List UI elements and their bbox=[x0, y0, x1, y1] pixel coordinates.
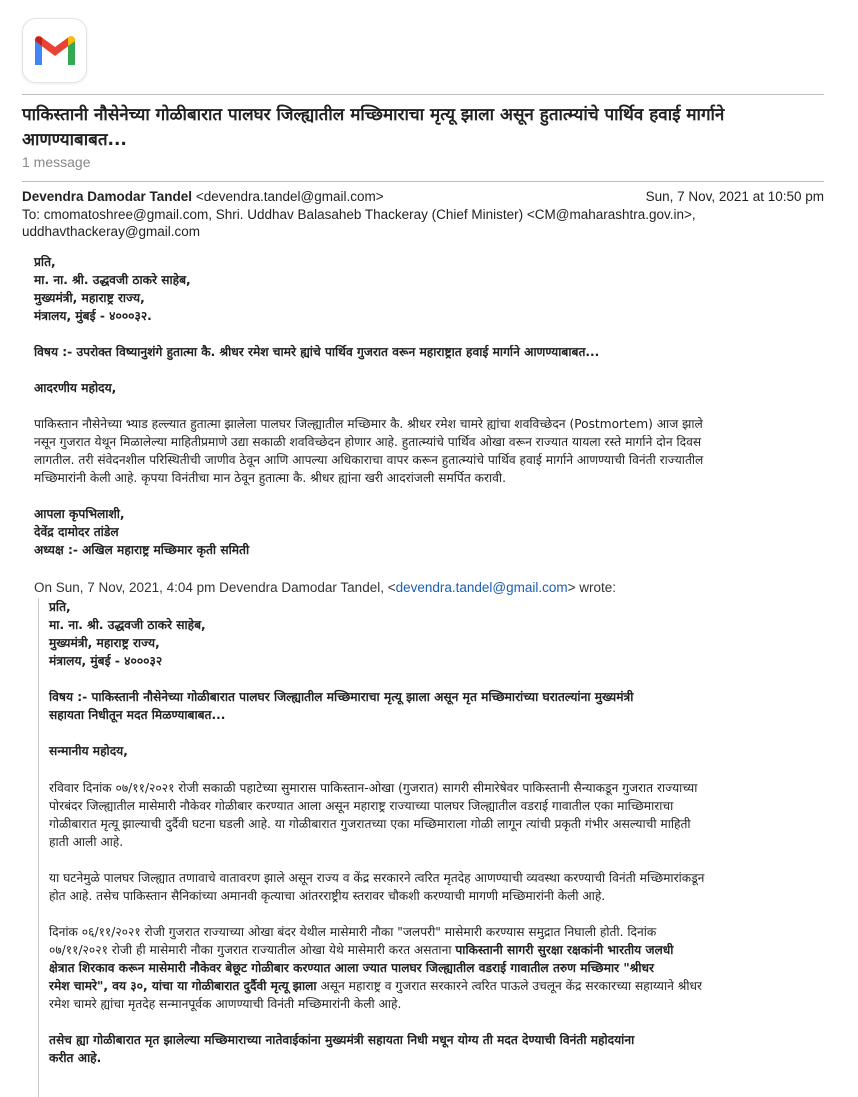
paragraph-line: दिनांक ०६/११/२०२१ रोजी गुजरात राज्याच्या ओखा बंदर येथील मासेमारी नौका "जलपरी" मासेमारी करण्यास समुद्रात निघाली होती. दिनांक bbox=[49, 925, 657, 939]
address-line: प्रति, bbox=[34, 255, 56, 269]
paragraph-line: हाती आली आहे. bbox=[49, 835, 124, 849]
paragraph-line: मच्छिमारांनी केली आहे. कृपया विनंतीचा मान ठेवून हुतात्मा कै. श्रीधर ह्यांना खरी आदरांजली समर्पित करावी. bbox=[34, 471, 506, 485]
recipients-line-1: To: cmomatoshree@gmail.com, Shri. Uddhav Balasaheb Thackeray (Chief Minister) <CM@maharashtra.gov.in>, bbox=[22, 207, 696, 222]
signature-line: आपला कृपभिलाशी, bbox=[34, 507, 125, 521]
email-body bbox=[34, 253, 814, 559]
paragraph-line: रविवार दिनांक ०७/११/२०२१ रोजी सकाळी पहाटेच्या सुमारास पाकिस्तान-ओखा (गुजरात) सागरी सीमारेषेवर पाकिस्तानी सैन्याकडून गुजरात राज्याच्या bbox=[49, 781, 698, 795]
quoted-email-link[interactable]: devendra.tandel@gmail.com bbox=[395, 580, 568, 595]
address-line: मुख्यमंत्री, महाराष्ट्र राज्य, bbox=[34, 291, 145, 305]
email-subject: पाकिस्तानी नौसेनेच्या गोळीबारात पालघर जिल्ह्यातील मच्छिमाराचा मृत्यू झाला असून हुतात्म्यांचे पार्थिव हवाई मार्गाने आणण्याबाबत... bbox=[22, 105, 725, 150]
email-date: Sun, 7 Nov, 2021 at 10:50 pm bbox=[645, 189, 824, 204]
top-divider bbox=[22, 94, 824, 95]
address-line: मा. ना. श्री. उद्धवजी ठाकरे साहेब, bbox=[49, 618, 206, 632]
quoted-message bbox=[38, 598, 823, 1097]
sender-email[interactable]: <devendra.tandel@gmail.com> bbox=[195, 189, 384, 204]
paragraph-line: तसेच ह्या गोळीबारात मृत झालेल्या मच्छिमाराच्या नातेवाईकांना मुख्यमंत्री सहायता निधी मधून योग्य ती मदत देण्याची विनंती महोदयांना bbox=[49, 1033, 635, 1047]
paragraph-line: लागतील. तरी संवेदनशील परिस्थितीची जाणीव ठेवून आणि आपल्या अधिकाराचा वापर करून हुतात्म्यांचे पार्थिव हवाई मार्गाने आणण्याची विनंती राज्यातील bbox=[34, 453, 704, 467]
paragraph-line: पाकिस्तान नौसेनेच्या भ्याड हल्ल्यात हुतात्मा झालेला पालघर जिल्ह्यातील मच्छिमार कै. श्रीधर रमेश चामरे ह्यांचा शवविच्छेदन (Postmortem) आज झाले bbox=[34, 417, 703, 431]
header-divider bbox=[22, 181, 824, 182]
email-header bbox=[22, 188, 824, 240]
address-line: मुख्यमंत्री, महाराष्ट्र राज्य, bbox=[49, 636, 160, 650]
message-count: 1 message bbox=[22, 154, 91, 170]
paragraph-line: ०७/११/२०२१ रोजी ही मासेमारी नौका गुजरात राज्यातील ओखा येथे मासेमारी करत असताना पाकिस्तानी सागरी सुरक्षा रक्षकांनी भारतीय जलधी bbox=[49, 943, 674, 957]
paragraph-line: पोरबंदर जिल्ह्यातील मासेमारी नौकेवर गोळीबार करण्यात आला असून महाराष्ट्र राज्याच्या पालघर जिल्ह्यातील वडराई गावातील एका माच्छिमाराचा bbox=[49, 799, 674, 813]
paragraph-line: या घटनेमुळे पालघर जिल्ह्यात तणावाचे वातावरण झाले असून राज्य व केंद्र सरकारने त्वरित मृतदेह आणण्याची व्यवस्था करण्याची विनंती मच्छिमारांकडून bbox=[49, 871, 705, 885]
letter-subject: सहायता निधीतून मदत मिळण्याबाबत... bbox=[49, 708, 226, 722]
quote-attribution: On Sun, 7 Nov, 2021, 4:04 pm Devendra Damodar Tandel, <devendra.tandel@gmail.com> wrote: bbox=[34, 580, 617, 595]
salutation: आदरणीय महोदय, bbox=[34, 381, 117, 395]
signature-line: अध्यक्ष :- अखिल महाराष्ट्र मच्छिमार कृती समिती bbox=[34, 543, 250, 557]
paragraph-line: होत आहे. तसेच पाकिस्तान सैनिकांच्या अमानवी कृत्याचा आंतरराष्ट्रीय स्तरावर चौकशी करण्याची मागणी मच्छिमारांनी केली आहे. bbox=[49, 889, 606, 903]
address-line: मा. ना. श्री. उद्धवजी ठाकरे साहेब, bbox=[34, 273, 191, 287]
sender-name[interactable]: Devendra Damodar Tandel bbox=[22, 189, 193, 204]
paragraph-line: गोळीबारात मृत्यू झाल्याची दुर्दैवी घटना घडली आहे. या गोळीबारात गुजरातच्या एका मच्छिमाराला गोळी लागून त्यांची प्रकृती गंभीर असल्याची माहिती bbox=[49, 817, 691, 831]
letter-subject: विषय :- उपरोक्त विष्यानुशंगे हुतात्मा कै. श्रीधर रमेश चामरे ह्यांचे पार्थिव गुजरात वरून महाराष्ट्रात हवाई मार्गाने आणण्याबाबत... bbox=[34, 345, 600, 359]
paragraph-line: रमेश चामरे", वय ३०, यांचा या गोळीबारात दुर्दैवी मृत्यू झाला असून महाराष्ट्र व गुजरात सरकारने त्वरित पाऊले उचलून केंद्र सरकारच्या सहाय्याने श्रीधर bbox=[49, 979, 703, 993]
letter-subject: विषय :- पाकिस्तानी नौसेनेच्या गोळीबारात पालघर जिल्ह्यातील मच्छिमाराचा मृत्यू झाला असून मृत मच्छिमारांच्या घरातल्यांना मुख्यमंत्री bbox=[49, 690, 634, 704]
salutation: सन्मानीय महोदय, bbox=[49, 744, 128, 758]
paragraph-line: रमेश चामरे ह्यांचा मृतदेह सन्मानपूर्वक आणण्याची विनंती मच्छिमारांनी केली आहे. bbox=[49, 997, 402, 1011]
recipients-line-2: uddhavthackeray@gmail.com bbox=[22, 224, 201, 239]
paragraph-line: करीत आहे. bbox=[49, 1051, 102, 1065]
paragraph-line: क्षेत्रात शिरकाव करून मासेमारी नौकेवर बेछूट गोळीबार करण्यात आला ज्यात पालघर जिल्ह्यातील वडराई गावातील तरुण मच्छिमार "श्रीधर bbox=[49, 961, 654, 975]
signature-line: देवेंद्र दामोदर तांडेल bbox=[34, 525, 119, 539]
address-line: मंत्रालय, मुंबई - ४०००३२ bbox=[49, 654, 163, 668]
address-line: प्रति, bbox=[49, 600, 71, 614]
paragraph-line: नसून गुजरात येथून मिळालेल्या माहितीप्रमाणे उद्या सकाळी शवविच्छेदन होणार आहे. हुतात्म्यांचे पार्थिव ओखा वरून राज्यात यायला रस्ते मार्गाने दोन दिवस bbox=[34, 435, 702, 449]
gmail-logo-icon bbox=[32, 33, 78, 67]
address-line: मंत्रालय, मुंबई - ४०००३२. bbox=[34, 309, 152, 323]
gmail-logo bbox=[22, 18, 87, 83]
